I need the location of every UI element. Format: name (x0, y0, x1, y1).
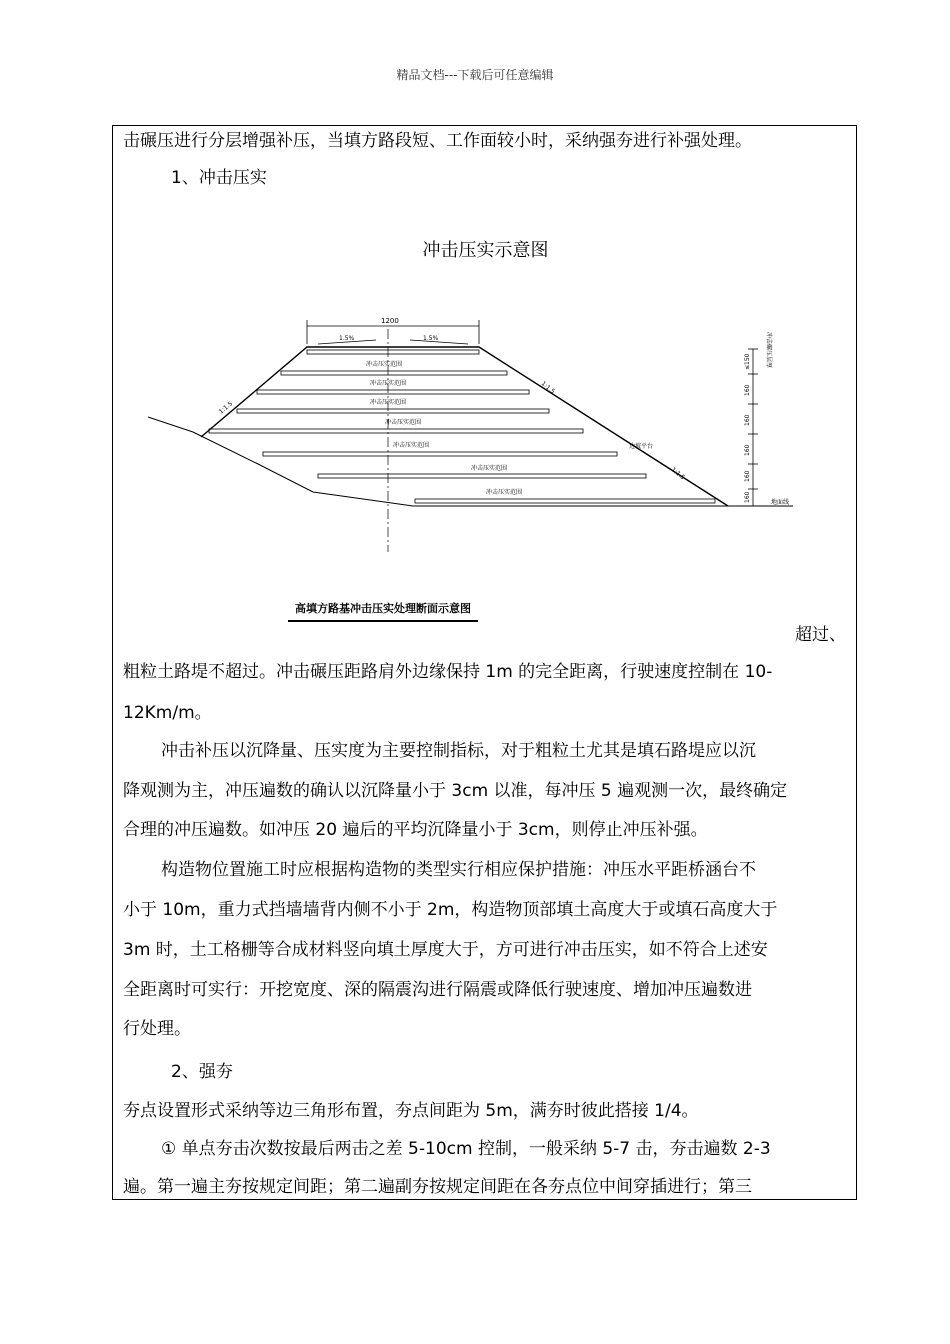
depth-value: 160 (744, 444, 751, 456)
figure-title: 冲击压实示意图 (422, 240, 549, 261)
para3-line: 构造物位置施工时应根据构造物的类型实行相应保护措施：冲压水平距桥涵台不 (161, 860, 756, 880)
slope-left-label: 1.5% (339, 335, 355, 342)
layer-label: 冲击压实范围 (370, 380, 407, 387)
compaction-layer (257, 390, 529, 394)
compaction-layer (263, 452, 617, 456)
compaction-layer (281, 371, 507, 375)
para3-line: 3m 时，土工格栅等合成材料竖向填土厚度大于，方可进行冲击压实，如不符合上述安 (123, 940, 768, 960)
para4-line: 夯点设置形式采纳等边三角形布置，夯点间距为 5m，满夯时彼此搭接 1/4。 (123, 1101, 699, 1121)
slope-right-label: 1.5% (423, 335, 439, 342)
section1-title: 1、冲击压实 (171, 168, 267, 188)
depth-value: 160 (744, 414, 751, 426)
document-frame (112, 125, 857, 1200)
section2-title: 2、强夯 (171, 1062, 233, 1082)
para3-line: 小于 10m，重力式挡墙墙背内侧不小于 2m，构造物顶部填土高度大于或填石高度大于 (123, 900, 778, 920)
depth-value: 160 (744, 491, 751, 503)
compaction-layer (318, 474, 646, 478)
compaction-layer (307, 350, 479, 354)
side-slope-right: 1:1.5 (539, 380, 557, 396)
depth-value: 160 (744, 470, 751, 482)
vertical-note: 冲击碾压层厚 (765, 332, 772, 369)
layer-label: 冲击压实范围 (393, 442, 430, 449)
side-slope-left: 1:1.5 (217, 400, 235, 416)
platform-label: 边坡平台 (629, 443, 654, 450)
depth-top: ≤150 (744, 353, 751, 370)
ground-label: 地面线 (771, 499, 790, 506)
figure-caption: 高填方路基冲击压实处理断面示意图 (295, 602, 471, 615)
para5-line: 遍。第一遍主夯按规定间距；第二遍副夯按规定间距在各夯点位中间穿插进行；第三 (123, 1177, 752, 1197)
para1-line: 12Km/m。 (123, 703, 212, 723)
intro-line: 击碾压进行分层增强补压，当填方路段短、工作面较小时，采纳强夯进行补强处理。 (123, 131, 752, 151)
para2-line: 冲击补压以沉降量、压实度为主要控制指标，对于粗粒土尤其是填石路堤应以沉 (161, 741, 756, 761)
compaction-layer (209, 429, 583, 433)
para5-line: ① 单点夯击次数按最后两击之差 5-10cm 控制，一般采纳 5-7 击，夯击遍数 2-3 (161, 1139, 771, 1159)
top-width-label: 1200 (381, 317, 399, 325)
layer-label: 冲击压实范围 (486, 489, 523, 496)
page-header: 精品文档---下载后可任意编辑 (396, 68, 554, 82)
para2-line: 降观测为主，冲压遍数的确认以沉降量小于 3cm 以准，每冲压 5 遍观测一次，最终确定 (123, 781, 788, 801)
para3-line: 全距离时可实行：开挖宽度、深的隔震沟进行隔震或降低行驶速度、增加冲压遍数进 (123, 980, 752, 1000)
para2-line: 合理的冲压遍数。如冲压 20 遍后的平均沉降量小于 3cm，则停止冲压补强。 (123, 820, 708, 840)
compaction-layer (415, 499, 715, 503)
embankment-diagram (143, 314, 803, 564)
layer-label: 冲击压实范围 (370, 399, 407, 406)
depth-value: 160 (744, 384, 751, 396)
fragment-text: 超过、 (795, 625, 846, 645)
layer-label: 冲击压实范围 (471, 465, 508, 472)
side-slope-right-lower: 1:1.5 (669, 466, 687, 482)
para1-line: 粗粒土路堤不超过。冲击碾压距路肩外边缘保持 1m 的完全距离，行驶速度控制在 10- (123, 662, 773, 682)
layer-label: 冲击压实范围 (385, 419, 422, 426)
para3-line: 行处理。 (123, 1019, 191, 1039)
compaction-layer (237, 409, 549, 413)
layer-label: 冲击压实范围 (366, 361, 403, 368)
caption-rule (288, 620, 478, 622)
